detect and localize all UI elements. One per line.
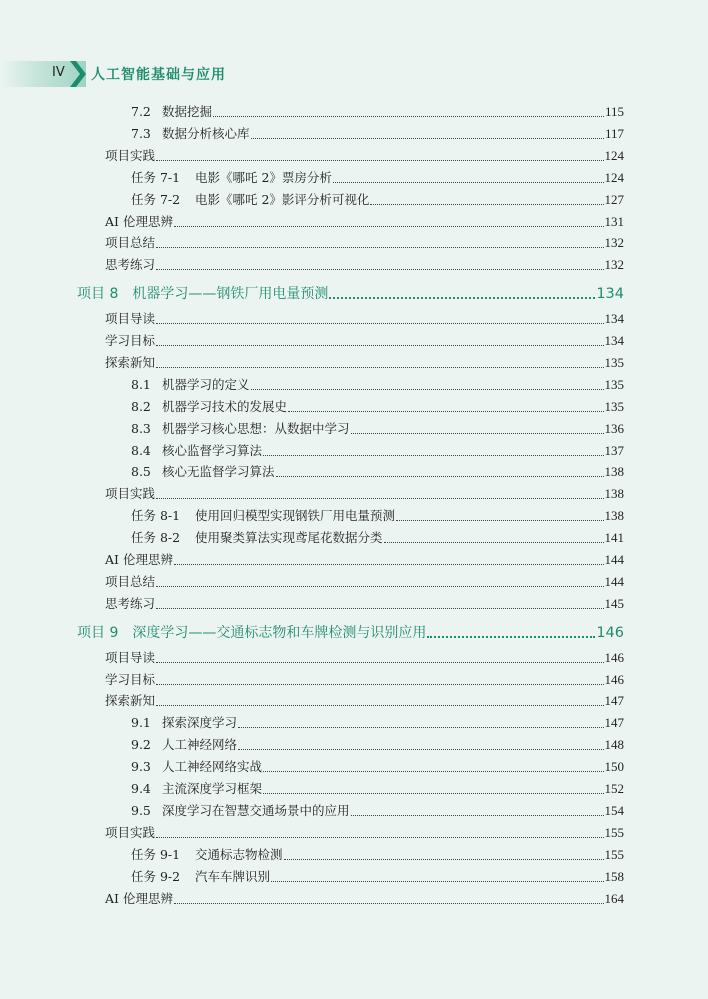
toc-entry[interactable] (105, 310, 624, 328)
toc-entry-label: 探索新知 (105, 693, 156, 709)
toc-entry[interactable] (105, 595, 624, 613)
dot-leader (284, 858, 604, 860)
toc-entry-label: 深度学习在智慧交通场景中的应用 (162, 802, 350, 818)
toc-entry[interactable] (105, 824, 624, 842)
toc-entry-number: 8.1 (131, 376, 151, 392)
dot-leader (251, 137, 604, 139)
toc-entry-number: 任务 7-2 (131, 191, 181, 207)
toc-entry-page: 152 (604, 781, 624, 796)
toc-entry-number: 8.3 (131, 420, 151, 436)
toc-entry[interactable] (105, 147, 624, 165)
toc-entry-page: 144 (604, 573, 624, 589)
toc-entry-page: 154 (604, 802, 624, 818)
toc-entry[interactable] (105, 256, 624, 274)
toc-entry-label: 使用聚类算法实现鸢尾花数据分类 (195, 530, 383, 546)
book-title: 人工智能基础与应用 (91, 67, 226, 83)
toc-entry[interactable] (105, 692, 624, 710)
toc-entry[interactable] (131, 780, 624, 798)
dot-leader (238, 726, 603, 728)
toc-entry-label: 使用回归模型实现钢铁厂用电量预测 (195, 508, 396, 524)
toc-entry-number: 项目 9 (77, 624, 119, 641)
dot-leader (174, 563, 604, 565)
toc-entry-page: 117 (604, 125, 624, 141)
dot-leader (156, 607, 603, 609)
toc-entry-number: 8.4 (131, 442, 151, 458)
toc-entry[interactable] (131, 420, 624, 438)
dot-leader (333, 181, 604, 183)
toc-entry-page: 141 (604, 530, 624, 546)
toc-entry-number: 8.2 (131, 398, 151, 414)
toc-entry[interactable] (131, 125, 624, 143)
toc-entry-label: 项目导读 (105, 311, 156, 327)
dot-leader (427, 635, 595, 638)
toc-entry-page: 135 (604, 376, 624, 392)
toc-entry-page: 137 (604, 442, 624, 458)
dot-leader (156, 268, 603, 270)
toc-entry-page: 147 (604, 693, 624, 709)
dot-leader (156, 344, 603, 346)
toc-entry-page: 144 (604, 552, 624, 567)
toc-entry-number: 任务 8-2 (131, 530, 181, 546)
dot-leader (263, 454, 603, 456)
toc-entry-page: 138 (604, 464, 624, 480)
toc-entry-number: 9.2 (131, 737, 151, 753)
page-number: IV (52, 65, 65, 80)
toc-entry-label: 人工神经网络 (162, 737, 238, 753)
toc-entry-page: 115 (604, 104, 624, 119)
toc-entry-page: 124 (604, 147, 624, 163)
dot-leader (384, 541, 604, 543)
dot-leader (263, 770, 603, 772)
toc-entry-label: 思考练习 (105, 595, 156, 611)
toc-project-entry[interactable] (77, 284, 624, 304)
toc-entry-number: 项目 8 (77, 286, 119, 303)
dot-leader (351, 432, 604, 434)
dot-leader (238, 748, 603, 750)
dot-leader (156, 661, 603, 663)
dot-leader (156, 704, 603, 706)
toc-entry-label: 思考练习 (105, 257, 156, 273)
toc-entry-label: 项目实践 (105, 147, 156, 163)
toc-entry-label: 核心监督学习算法 (162, 442, 263, 458)
page-header (0, 61, 708, 87)
toc-entry[interactable] (131, 802, 624, 820)
toc-entry[interactable] (105, 551, 624, 569)
toc-entry-number: 9.5 (131, 802, 151, 818)
toc-entry[interactable] (131, 714, 624, 732)
dot-leader (156, 159, 603, 161)
toc-entry-label: 汽车车牌识别 (195, 868, 271, 884)
toc-entry[interactable] (105, 485, 624, 503)
dot-leader (156, 322, 603, 324)
toc-entry-number: 9.1 (131, 715, 151, 731)
toc-entry[interactable] (131, 169, 624, 187)
toc-entry-page: 145 (604, 595, 624, 611)
toc-entry[interactable] (105, 671, 624, 689)
toc-entry-label: 深度学习——交通标志物和车牌检测与识别应用 (132, 624, 427, 641)
toc-entry-label: 人工神经网络实战 (162, 759, 263, 775)
dot-leader (156, 585, 603, 587)
toc-entry-page: 158 (604, 868, 624, 884)
toc-entry-page: 135 (604, 354, 624, 370)
toc-entry-number: 9.3 (131, 759, 151, 775)
toc-entry-number: 任务 7-1 (131, 169, 181, 185)
toc-entry-number: 任务 8-1 (131, 508, 181, 524)
toc-entry-page: 132 (604, 257, 624, 273)
dot-leader (156, 497, 603, 499)
toc-entry[interactable] (131, 442, 624, 460)
toc-entry-page: 146 (596, 624, 624, 641)
toc-entry-label: 学习目标 (105, 671, 156, 687)
dot-leader (174, 225, 604, 227)
toc-entry-page: 134 (604, 311, 624, 327)
toc-entry-number: 8.5 (131, 464, 151, 480)
toc-entry-label: 项目总结 (105, 235, 156, 251)
toc-entry[interactable] (131, 398, 624, 416)
toc-entry-label: 机器学习核心思想：从数据中学习 (162, 420, 350, 436)
toc-project-entry[interactable] (77, 623, 624, 643)
toc-entry[interactable] (105, 573, 624, 591)
toc-entry-number: 7.3 (131, 125, 151, 141)
dot-leader (271, 880, 603, 882)
toc-entry-page: 138 (604, 508, 624, 524)
toc-entry[interactable] (131, 736, 624, 754)
dot-leader (213, 115, 604, 117)
toc-entry[interactable] (131, 463, 624, 481)
toc-entry-label: AI 伦理思辨 (105, 552, 173, 567)
dot-leader (370, 203, 603, 205)
dot-leader (329, 296, 595, 299)
dot-leader (156, 366, 603, 368)
toc-entry[interactable] (131, 846, 624, 864)
toc-entry-label: 项目总结 (105, 573, 156, 589)
toc-entry-page: 155 (604, 824, 624, 840)
dot-leader (251, 388, 604, 390)
toc-entry-label: 主流深度学习框架 (162, 781, 263, 796)
chevron-right-icon (70, 61, 86, 87)
toc-entry-page: 134 (604, 333, 624, 348)
toc-entry-label: 交通标志物检测 (195, 846, 283, 862)
toc-entry-page: 132 (604, 235, 624, 251)
toc-entry[interactable] (131, 507, 624, 525)
toc-entry[interactable] (105, 213, 624, 231)
toc-entry-number: 7.2 (131, 104, 151, 119)
toc-entry-page: 134 (596, 286, 624, 303)
toc-entry-label: 探索新知 (105, 354, 156, 370)
toc-entry[interactable] (105, 354, 624, 372)
toc-entry-label: 探索深度学习 (162, 715, 238, 731)
toc-entry-page: 124 (604, 169, 624, 185)
dot-leader (276, 475, 604, 477)
toc-entry-label: 数据分析核心库 (162, 125, 250, 141)
dot-leader (288, 410, 603, 412)
toc-entry-page: 155 (604, 846, 624, 862)
toc-entry-label: 机器学习——钢铁厂用电量预测 (132, 286, 329, 303)
toc-entry[interactable] (131, 758, 624, 776)
toc-entry-page: 150 (604, 759, 624, 775)
toc-entry-label: 项目实践 (105, 486, 156, 502)
toc-entry[interactable] (105, 649, 624, 667)
toc-entry-number: 9.4 (131, 781, 151, 796)
dot-leader (156, 683, 603, 685)
dot-leader (396, 519, 603, 521)
toc-entry-page: 136 (604, 420, 624, 436)
toc-entry-page: 147 (604, 715, 624, 731)
toc-entry[interactable] (131, 868, 624, 886)
dot-leader (156, 246, 603, 248)
toc-entry-label: AI 伦理思辨 (105, 213, 173, 229)
dot-leader (263, 792, 603, 794)
dot-leader (156, 836, 603, 838)
toc-entry-page: 148 (604, 737, 624, 753)
toc-entry[interactable] (131, 191, 624, 209)
toc-entry[interactable] (105, 890, 624, 908)
toc-entry[interactable] (131, 529, 624, 547)
toc-entry[interactable] (105, 332, 624, 350)
toc-entry[interactable] (131, 376, 624, 394)
toc-entry[interactable] (131, 103, 624, 121)
toc-entry-label: 机器学习技术的发展史 (162, 398, 288, 414)
toc-entry-label: 电影《哪吒 2》票房分析 (195, 169, 332, 185)
toc-entry-label: 项目实践 (105, 824, 156, 840)
toc-entry-page: 164 (604, 890, 624, 906)
toc-entry-label: 电影《哪吒 2》影评分析可视化 (195, 191, 370, 207)
toc-entry-page: 138 (604, 486, 624, 502)
dot-leader (174, 902, 604, 904)
toc-entry-label: 数据挖掘 (162, 104, 213, 119)
toc-entry-label: AI 伦理思辨 (105, 890, 173, 906)
toc-entry-page: 146 (604, 671, 624, 687)
toc-entry-number: 任务 9-2 (131, 868, 181, 884)
dot-leader (351, 814, 604, 816)
toc-entry-page: 135 (604, 398, 624, 414)
toc-entry-page: 127 (604, 191, 624, 207)
toc-entry-label: 学习目标 (105, 333, 156, 348)
toc-entry-label: 项目导读 (105, 649, 156, 665)
toc-entry-label: 核心无监督学习算法 (162, 464, 275, 480)
toc-entry-number: 任务 9-1 (131, 846, 181, 862)
toc-entry-page: 146 (604, 649, 624, 665)
toc-entry-label: 机器学习的定义 (162, 376, 250, 392)
toc-entry[interactable] (105, 234, 624, 252)
toc-entry-page: 131 (604, 213, 624, 229)
